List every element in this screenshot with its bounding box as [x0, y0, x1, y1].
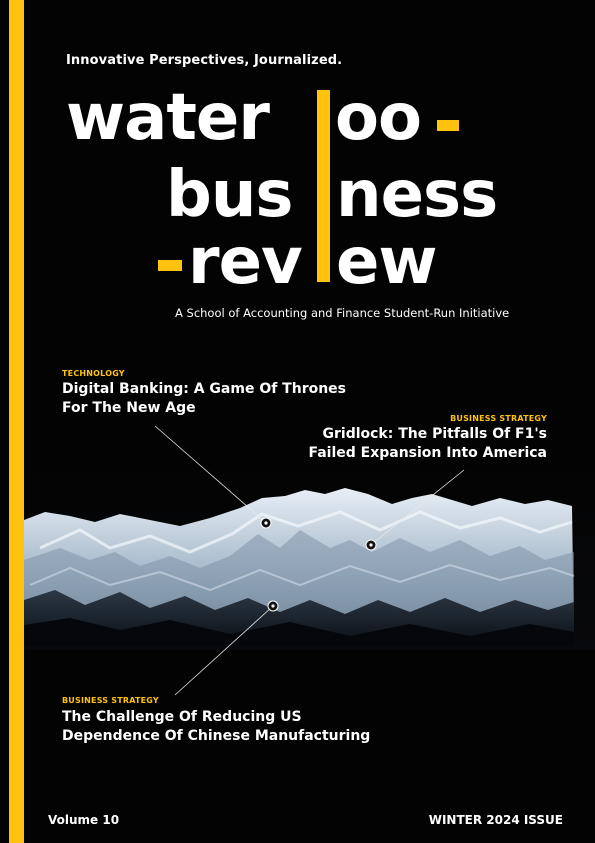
- article-1-headline-line-1: Digital Banking: A Game Of Thrones: [62, 381, 347, 397]
- article-2-category: BUSINESS STRATEGY: [450, 414, 547, 423]
- volume-label: Volume 10: [48, 813, 120, 827]
- masthead-word-ew: ew: [336, 225, 437, 299]
- masthead-word-water: water: [66, 81, 269, 155]
- tagline: Innovative Perspectives, Journalized.: [66, 53, 343, 68]
- article-1-headline-line-2: For The New Age: [62, 400, 196, 416]
- subtitle: A School of Accounting and Finance Student-Run Initiative: [175, 306, 510, 320]
- article-2-headline-line-1: Gridlock: The Pitfalls Of F1's: [322, 426, 547, 442]
- article-3-headline-line-2: Dependence Of Chinese Manufacturing: [62, 728, 371, 744]
- callout-marker-1: [261, 518, 271, 528]
- article-2-headline[interactable]: [308, 425, 547, 463]
- masthead-word-ness: ness: [336, 158, 498, 232]
- article-3-headline[interactable]: [62, 708, 370, 746]
- masthead-word-oo: oo: [335, 81, 421, 155]
- article-1-headline[interactable]: [62, 380, 346, 418]
- masthead-word-rev: rev: [188, 225, 302, 299]
- article-1-category: TECHNOLOGY: [62, 369, 125, 378]
- article-3-category: BUSINESS STRATEGY: [62, 696, 159, 705]
- article-3-headline-line-1: The Challenge Of Reducing US: [62, 709, 302, 725]
- article-2-headline-line-2: Failed Expansion Into America: [308, 445, 547, 461]
- callout-marker-2: [366, 540, 376, 550]
- callout-marker-3: [268, 601, 278, 611]
- issue-label: WINTER 2024 ISSUE: [428, 813, 563, 827]
- masthead-word-bus: bus: [166, 158, 293, 232]
